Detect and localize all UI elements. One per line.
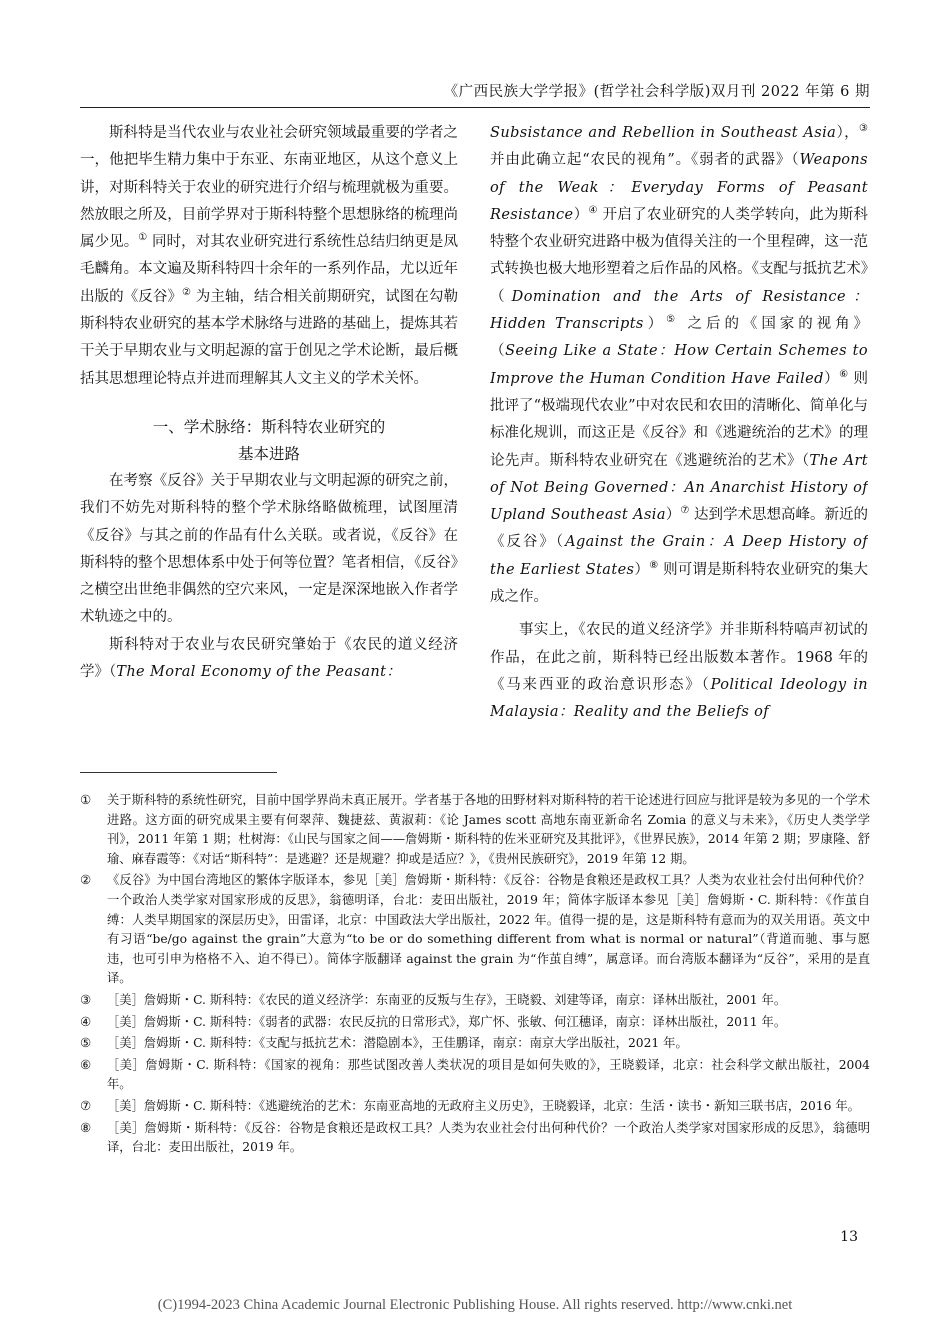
page-number: 13 <box>840 1229 858 1245</box>
body-paragraph: Subsistance and Rebellion in Southeast Asia），③ 并由此确立起“农民的视角”。《弱者的武器》（Weapons of the Weak：Everyday Forms of Peasant Resistance）④ 开启了农业研究的人类学转向，此为斯科特整个农业研究进路中极为值得关注的一个里程碑，这一范式转换也极大地形塑着之后作品的风格。《支配与抵抗艺术》（Domination and the Arts of Resistance：Hidden Transcripts）⑤ 之后的《国家的视角》（Seeing Like a State：How Certain Schemes to Improve the Human Condition Have Failed）⑥ 则批评了“极端现代农业”中对农民和农田的清晰化、简单化与标准化规训，而这正是《反谷》和《逃避统治的艺术》的理论先声。斯科特农业研究在《逃避统治的艺术》（The Art of Not Being Governed：An Anarchist History of Upland Southeast Asia）⑦ 达到学术思想高峰。新近的《反谷》（Against the Grain：A Deep History of the Earliest States）⑧ 则可谓是斯科特农业研究的集大成之作。 <box>490 123 868 606</box>
footnotes <box>80 791 870 1160</box>
body-paragraph: 事实上，《农民的道义经济学》并非斯科特嗃声初试的作品，在此之前，斯科特已经出版数本著作。1968 年的《马来西亚的政治意识形态》（Political Ideology in Malaysia：Reality and the Beliefs of <box>490 622 868 721</box>
section-heading <box>80 414 458 468</box>
footnote-ref-5[interactable]: ⑤ <box>666 314 680 326</box>
footnote: ⑤ ［美］詹姆斯・C. 斯科特：《支配与抵抗艺术：潜隐剧本》，王佳鹏译，南京：南京大学出版社，2021 年。 <box>80 1036 688 1051</box>
section-heading-line-2: 基本进路 <box>237 444 300 463</box>
section-heading-line-1: 一、学术脉络：斯科特农业研究的 <box>152 417 386 436</box>
left-column <box>80 120 458 752</box>
copyright-notice: (C)1994-2023 China Academic Journal Electronic Publishing House. All rights reserved. http://www.cnki.net <box>157 1297 793 1313</box>
footnote-ref-8[interactable]: ⑧ <box>649 559 659 571</box>
footnote-ref-2[interactable]: ② <box>182 286 192 298</box>
footnote-ref-6[interactable]: ⑥ <box>839 368 849 380</box>
running-head: 《广西民族大学学报》(哲学社会科学版)双月刊 2022 年第 6 期 <box>443 84 870 100</box>
footnote: ⑦ ［美］詹姆斯・C. 斯科特：《逃避统治的艺术：东南亚高地的无政府主义历史》，王晓毅译，北京：生活・读书・新知三联书店，2016 年。 <box>80 1098 860 1113</box>
footnote-ref-7[interactable]: ⑦ <box>680 505 690 517</box>
footnote-ref-1[interactable]: ① <box>138 232 148 244</box>
intro-paragraph: 斯科特是当代农业与农业社会研究领域最重要的学者之一，他把毕生精力集中于东亚、东南亚地区，从这个意义上讲，对斯科特关于农业的研究进行介绍与梳理就极为重要。然放眼之所及，目前学界对于斯科特整个思想脉络的梳理尚属少见。① 同时，对其农业研究进行系统性总结归纳更是凤毛麟角。本文遍及斯科特四十余年的一系列作品，尤以近年出版的《反谷》② 为主轴，结合相关前期研究，试图在勾勒斯科特农业研究的基本学术脉络与进路的基础上，提炼其若干关于早期农业与文明起源的富于创见之学术论断，最后概括其思想理论特点并进而理解其人文主义的学术关怀。 <box>80 125 458 387</box>
body-paragraph: 在考察《反谷》关于早期农业与文明起源的研究之前，我们不妨先对斯科特的整个学术脉络略做梳理，试图厘清《反谷》与其之前的作品有什么关联。或者说，《反谷》在斯科特的整个思想体系中处于何等位置？笔者相信，《反谷》之横空出世绝非偶然的空穴来风，一定是深深地嵌入作者学术轨迹之中的。 <box>80 472 458 626</box>
header-rule <box>80 107 870 108</box>
footnote-ref-3[interactable]: ③ <box>859 123 868 135</box>
footnote: ④ ［美］詹姆斯・C. 斯科特：《弱者的武器：农民反抗的日常形式》，郑广怀、张敏、何江穗译，南京：译林出版社，2011 年。 <box>80 1014 787 1029</box>
footnote: ⑧ ［美］詹姆斯・斯科特：《反谷：谷物是食粮还是政权工具？人类为农业社会付出何种代价？一个政治人类学家对国家形成的反思》，翁德明译，台北：麦田出版社，2019 年。 <box>80 1120 870 1155</box>
footnote-ref-4[interactable]: ④ <box>588 205 598 217</box>
footnote: ① 关于斯科特的系统性研究，目前中国学界尚未真正展开。学者基于各地的田野材料对斯科特的若干论述进行回应与批评是较为多见的一个学术进路。这方面的研究成果主要有何翠萍、魏捷兹、黄淑莉：《论 James scott 高地东南亚新命名 Zomia 的意义与未来》，《历史人类学学刊》，2011 年第 1 期；杜树海：《山民与国家之间——詹姆斯・斯科特的佐米亚研究及其批评》，《世界民族》，2014 年第 2 期；罗康隆、舒瑜、麻春霞等：《对话“斯科特”：是逃避？还是规避？抑或是适应？》，《贵州民族研究》，2019 年第 12 期。 <box>80 793 870 866</box>
footnote-separator <box>80 772 277 773</box>
footnote: ⑥ ［美］詹姆斯・C. 斯科特：《国家的视角：那些试图改善人类状况的项目是如何失败的》，王晓毅译，北京：社会科学文献出版社，2004 年。 <box>80 1057 870 1092</box>
footnote: ③ ［美］詹姆斯・C. 斯科特：《农民的道义经济学：东南亚的反叛与生存》，王晓毅、刘建等译，南京：译林出版社，2001 年。 <box>80 992 787 1007</box>
body-paragraph: 斯科特对于农业与农民研究肇始于《农民的道义经济学》（The Moral Economy of the Peasant： <box>80 636 458 681</box>
right-column <box>490 120 868 752</box>
footnote: ② 《反谷》为中国台湾地区的繁体字版译本，参见［美］詹姆斯・斯科特：《反谷：谷物是食粮还是政权工具？人类为农业社会付出何种代价？一个政治人类学家对国家形成的反思》，翁德明译，台北：麦田出版社，2019 年；简体字版译本参见［美］詹姆斯・C. 斯科特：《作茧自缚：人类早期国家的深层历史》，田雷译，北京：中国政法大学出版社，2022 年。值得一提的是，这是斯科特有意而为的双关用语。英文中有习语“be/go against the grain”大意为“to be or do something different from what is normal or natural”（背道而驰、事与愿违，也可引申为格格不入、迫不得已）。简体字版翻译 against the grain 为“作茧自缚”，属意译。而台湾版本翻译为“反谷”，采用的是直译。 <box>80 873 870 986</box>
